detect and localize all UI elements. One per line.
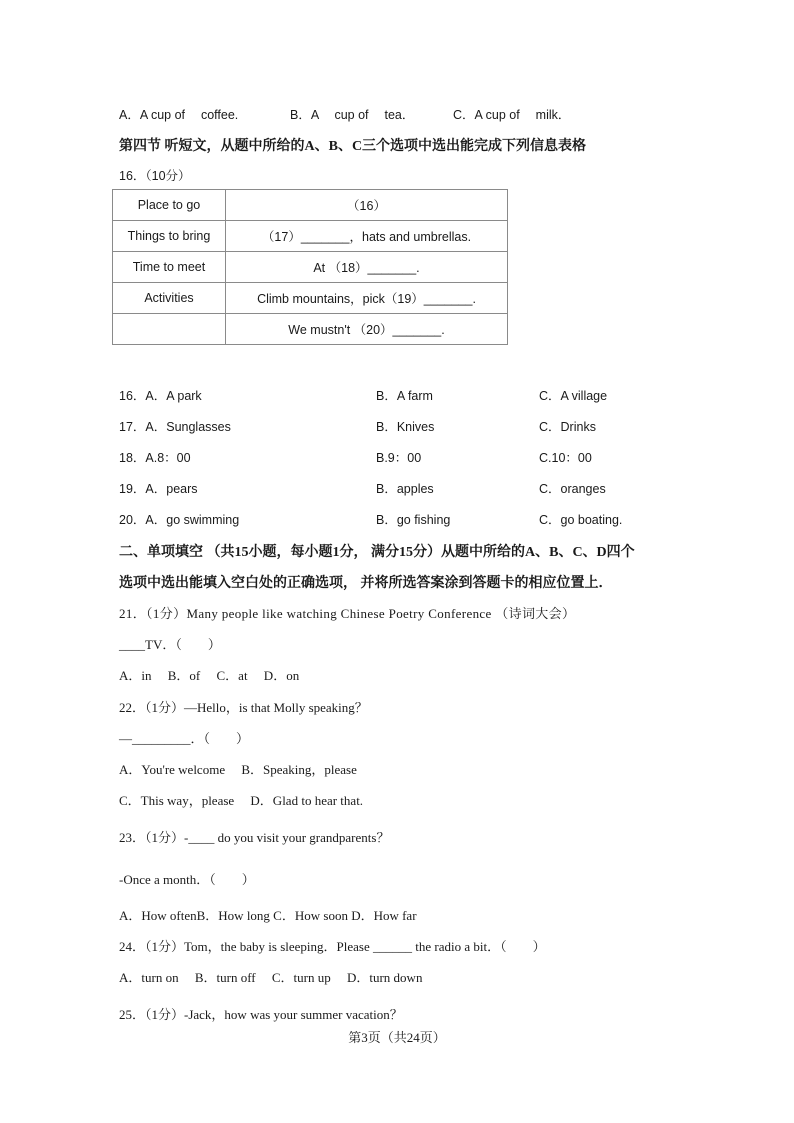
option-19-b: B．apples: [376, 482, 434, 496]
table-cell-value: （16）: [226, 190, 508, 221]
table-row: [113, 190, 508, 221]
q22-stem: 22．（1分）—Hello，is that Molly speaking？: [119, 700, 368, 715]
q21-options: A．in B．of C．at D．on: [119, 668, 300, 683]
table-cell-label: Time to meet: [113, 252, 226, 283]
q21-stem: 21．（1分）Many people like watching Chinese Poetry Conference （诗词大会）: [119, 606, 576, 621]
option-18-c: C.10：00: [539, 451, 592, 465]
table-row: [113, 314, 508, 345]
page-footer: 第3页（共24页）: [348, 1030, 446, 1045]
q15-option-b: B．A cup of tea．: [290, 108, 415, 122]
option-20-a: 20．A．go swimming: [119, 513, 240, 527]
q22-stem-cont: —_________．（ ）: [119, 731, 250, 746]
table-cell-value: （17）_______，hats and umbrellas.: [226, 221, 508, 252]
option-18-b: B.9：00: [376, 451, 422, 465]
table-cell-label: Things to bring: [113, 221, 226, 252]
option-19-a: 19．A．pears: [119, 482, 198, 496]
q24-stem: 24．（1分）Tom，the baby is sleeping．Please ______ the radio a bit．（ ）: [119, 939, 546, 954]
option-18-a: 18．A.8：00: [119, 451, 191, 465]
part2-header-line1: 二、单项填空 （共15小题，每小题1分， 满分15分）从题中所给的A、B、C、D四个: [119, 545, 635, 560]
part2-header-line2: 选项中选出能填入空白处的正确选项， 并将所选答案涂到答题卡的相应位置上．: [119, 576, 613, 591]
table-cell-label: [113, 314, 226, 345]
q22-options-1: A．You're welcome B．Speaking，please: [119, 762, 357, 777]
table-cell-value: We mustn't （20）_______.: [226, 314, 508, 345]
q23-stem: 23．（1分）-____ do you visit your grandparents？: [119, 830, 390, 845]
q25-stem: 25．（1分）-Jack，how was your summer vacation？: [119, 1007, 403, 1022]
option-16-a: 16．A．A park: [119, 389, 202, 403]
table-row: [113, 221, 508, 252]
q24-options: A．turn on B．turn off C．turn up D．turn down: [119, 970, 423, 985]
option-16-c: C．A village: [539, 389, 608, 403]
section4-header: 第四节 听短文，从题中所给的A、B、C三个选项中选出能完成下列信息表格: [119, 139, 587, 154]
info-table: [112, 189, 508, 345]
option-17-b: B．Knives: [376, 420, 435, 434]
option-16-b: B．A farm: [376, 389, 433, 403]
table-row: [113, 283, 508, 314]
option-19-c: C．oranges: [539, 482, 606, 496]
q16-header: 16．（10分）: [119, 169, 191, 183]
q15-option-c: C．A cup of milk．: [453, 108, 571, 122]
option-17-a: 17．A．Sunglasses: [119, 420, 231, 434]
table-cell-label: Activities: [113, 283, 226, 314]
option-20-b: B．go fishing: [376, 513, 451, 527]
table-cell-label: Place to go: [113, 190, 226, 221]
option-20-c: C．go boating.: [539, 513, 623, 527]
table-cell-value: At （18）_______.: [226, 252, 508, 283]
q23-options: A．How oftenB．How long C．How soon D．How far: [119, 908, 417, 923]
table-cell-value: Climb mountains，pick（19）_______.: [226, 283, 508, 314]
q15-option-a: A．A cup of coffee.: [119, 108, 239, 122]
q21-stem-cont: ____TV．（ ）: [119, 637, 221, 652]
option-17-c: C．Drinks: [539, 420, 596, 434]
q22-options-2: C．This way，please D．Glad to hear that.: [119, 793, 364, 808]
table-row: [113, 252, 508, 283]
q23-stem-cont: -Once a month．（ ）: [119, 872, 255, 887]
